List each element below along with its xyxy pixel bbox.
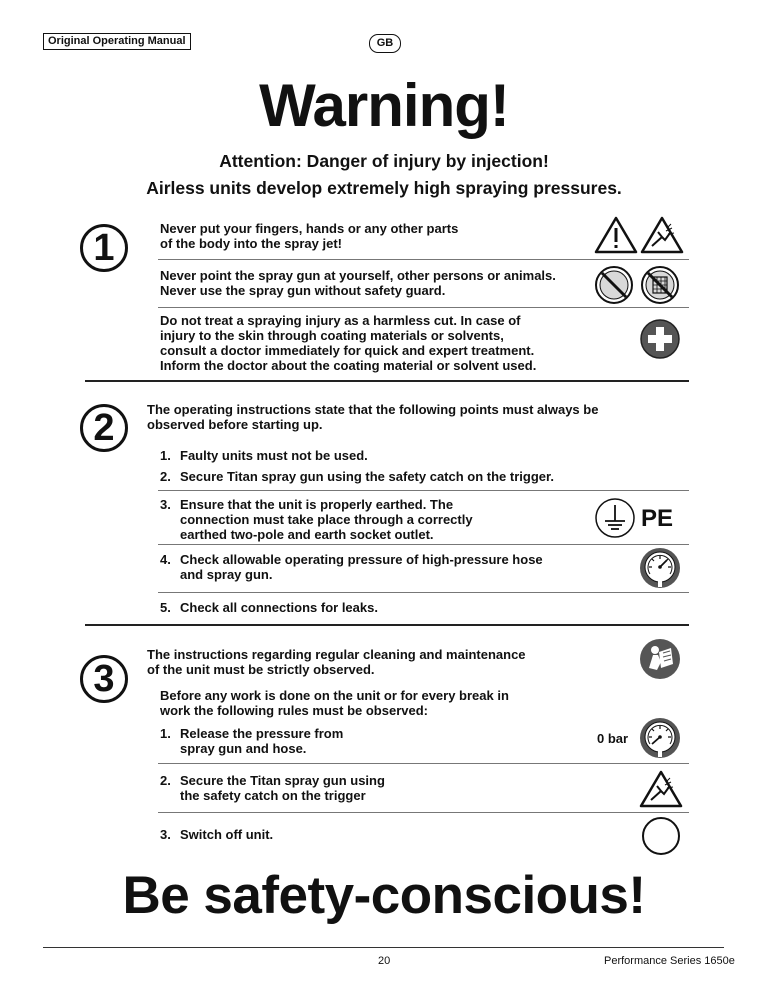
section-2-step-4 (160, 552, 580, 582)
text-line: Check all connections for leaks. (180, 600, 378, 615)
first-aid-cross-icon (640, 319, 680, 359)
text-line: Ensure that the unit is properly earthed. The (180, 497, 454, 512)
section-3-intro (147, 647, 526, 677)
text-line: injury to the skin through coating materials or solvents, (160, 328, 504, 343)
section-separator (85, 380, 689, 382)
step-text (180, 773, 385, 803)
section-2-number: 2 (80, 404, 128, 452)
subtitle-line-1: Attention: Danger of injury by injection! (219, 151, 549, 171)
step-text (180, 552, 543, 582)
pe-label: PE (641, 505, 674, 532)
step-number: 5. (160, 600, 171, 615)
text-line: Do not treat a spraying injury as a harmless cut. In case of (160, 313, 521, 328)
text-line: connection must take place through a correctly (180, 512, 473, 527)
step-number: 3. (160, 497, 171, 512)
text-line: Faulty units must not be used. (180, 448, 368, 463)
divider (158, 544, 689, 545)
section-2-step-1 (160, 448, 368, 463)
text-line: the safety catch on the trigger (180, 788, 366, 803)
divider (158, 763, 689, 764)
pressure-gauge-icon (639, 717, 681, 759)
step-number: 2. (160, 773, 171, 788)
page-number: 20 (378, 955, 391, 967)
text-line: The instructions regarding regular cleaning and maintenance (147, 647, 526, 662)
section-1-item-1 (160, 221, 458, 251)
product-name: Performance Series 1650e (604, 955, 735, 967)
text-line: and spray gun. (180, 567, 273, 582)
spray-hazard-icon (640, 215, 684, 255)
divider (158, 812, 689, 813)
section-1-item-2 (160, 268, 556, 298)
step-text (180, 497, 473, 542)
zero-bar-label: 0 bar (597, 731, 629, 746)
text-line: The operating instructions state that the following points must always be (147, 402, 599, 417)
section-3-step-3 (160, 827, 274, 842)
text-line: Never put your fingers, hands or any other parts (160, 221, 459, 236)
text-line: Secure the Titan spray gun using (180, 773, 385, 788)
section-3-note (160, 688, 509, 718)
manual-label: Original Operating Manual (43, 33, 191, 50)
text-line: Switch off unit. (180, 827, 274, 842)
step-text (180, 726, 343, 756)
text-line: earthed two-pole and earth socket outlet. (180, 527, 434, 542)
text-line: of the unit must be strictly observed. (147, 662, 375, 677)
section-separator (85, 624, 689, 626)
step-number: 1. (160, 448, 171, 463)
divider (158, 259, 689, 260)
text-line: consult a doctor immediately for quick and expert treatment. (160, 343, 535, 358)
spray-hazard-icon (639, 769, 683, 809)
text-line: of the body into the spray jet! (160, 236, 343, 251)
read-manual-icon (639, 638, 681, 680)
divider (158, 307, 689, 308)
section-1-number: 1 (80, 224, 128, 272)
pressure-gauge-icon (639, 547, 681, 589)
section-3-step-2 (160, 773, 560, 803)
text-line: Before any work is done on the unit or for every break in (160, 688, 509, 703)
language-badge: GB (369, 34, 401, 53)
text-line: observed before starting up. (147, 417, 323, 432)
text-line: Secure Titan spray gun using the safety catch on the trigger. (180, 469, 554, 484)
step-number: 3. (160, 827, 171, 842)
step-number: 4. (160, 552, 171, 567)
footer-rule (43, 947, 724, 948)
no-guard-icon (640, 265, 680, 305)
earth-ground-icon (594, 497, 636, 539)
warning-triangle-icon (594, 215, 638, 255)
closing-slogan: Be safety-conscious! (122, 866, 646, 925)
section-1-item-3 (160, 313, 536, 373)
section-2-step-2 (160, 469, 554, 484)
section-3-number: 3 (80, 655, 128, 703)
text-line: Check allowable operating pressure of high-pressure hose (180, 552, 543, 567)
prohibition-icon (594, 265, 634, 305)
text-line: Never use the spray gun without safety guard. (160, 283, 446, 298)
text-line: work the following rules must be observed: (160, 703, 428, 718)
text-line: spray gun and hose. (180, 741, 307, 756)
step-number: 1. (160, 726, 171, 741)
section-2-step-3 (160, 497, 580, 542)
page-title: Warning! (259, 72, 509, 139)
section-2-step-5 (160, 600, 378, 615)
divider (158, 490, 689, 491)
divider (158, 592, 689, 593)
text-line: Inform the doctor about the coating material or solvent used. (160, 358, 537, 373)
section-3-step-1 (160, 726, 560, 756)
section-2-intro (147, 402, 598, 432)
text-line: Release the pressure from (180, 726, 344, 741)
subtitle-line-2: Airless units develop extremely high spraying pressures. (146, 178, 622, 198)
text-line: Never point the spray gun at yourself, other persons or animals. (160, 268, 556, 283)
circle-off-icon (641, 816, 681, 856)
step-number: 2. (160, 469, 171, 484)
